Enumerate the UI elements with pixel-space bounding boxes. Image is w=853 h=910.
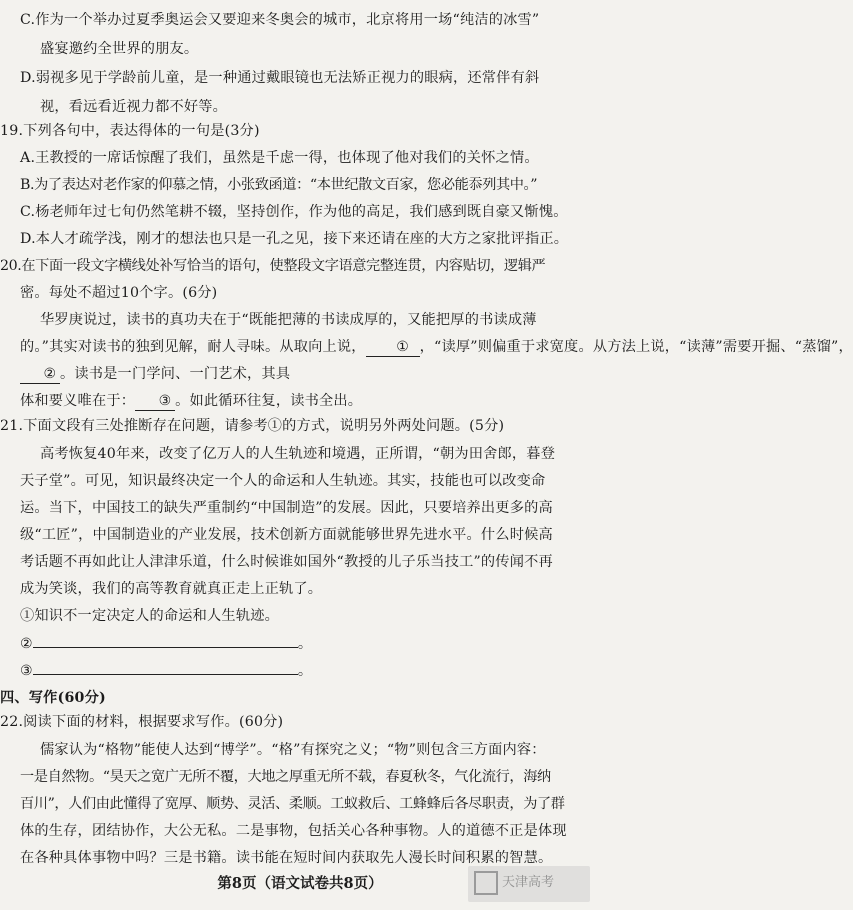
answer-blank-3[interactable]: ③ [135,392,175,411]
passage-20-line2-text: 的。”其实对读书的独到见解，耐人寻味。从取向上说， [20,339,366,355]
material-22-line5: 在各种具体事物中吗？三是书籍。读书能在短时间内获取先人漫长时间积累的智慧。 [20,850,553,866]
passage-20-line4 [0,389,600,413]
option-19b: B.为了表达对老作家的仰慕之情，小张致函道：“本世纪散文百家，您必能忝列其中。” [20,177,538,193]
passage-20-line2-rest: ，“读厚”则偏重于求宽度。从方法上说，“读薄”需要开掘、“蒸馏”， [419,339,853,355]
watermark-text: 天津高考 [502,875,555,890]
passage-20-line4-text: 体和要义唯在于： [20,393,136,409]
passage-21-line5: 考话题不再如此让人津津乐道，什么时候谁如国外“教授的儿子乐当技工”的传闻不再 [20,554,553,570]
option-18c-line1: C.作为一个举办过夏季奥运会又要迎来冬奥会的城市，北京将用一场“纯洁的冰雪” [20,12,540,28]
option-18d-line2: 视，看远看近视力都不好等。 [40,99,228,115]
passage-21-line3: 运。当下，中国技工的缺失严重制约“中国制造”的发展。因此，只要培养出更多的高 [20,500,553,516]
option-19d: D.本人才疏学浅，刚才的想法也只是一孔之见，接下来还请在座的大方之家批评指正。 [20,231,569,247]
passage-21-line2: 天子堂”。可见，知识最终决定一个人的命运和人生轨迹。其实，技能也可以改变命 [20,473,546,489]
option-19a: A.王教授的一席话惊醒了我们，虽然是千虑一得，也体现了他对我们的关怀之情。 [20,150,539,166]
section-four-heading: 四、写作(60分) [0,690,106,706]
passage-20-line1: 华罗庚说过，读书的真功夫在于“既能把薄的书读成厚的，又能把厚的书读成薄 [40,312,537,328]
material-22-line2: 一是自然物。“昊天之宽广无所不覆，大地之厚重无所不载，春夏秋冬，气化流行，海纳 [20,769,551,785]
question-22-stem: 22.阅读下面的材料，根据要求写作。(60分) [0,714,284,730]
option-18c-line2: 盛宴邀约全世界的朋友。 [40,41,199,57]
passage-20-line3 [0,362,600,386]
passage-20-line2 [0,335,853,359]
answer-21-3 [0,658,600,683]
question-19-stem: 19.下列各句中，表达得体的一句是(3分) [0,123,260,139]
answer-21-3-period: 。 [297,663,313,679]
material-22-line1: 儒家认为“格物”能使人达到“博学”。“格”有探究之义；“物”则包含三方面内容： [40,742,546,758]
answer-21-2-label: ② [20,636,33,652]
question-20-stem: 20.在下面一段文字横线处补写恰当的语句，使整段文字语意完整连贯，内容贴切，逻辑严 [0,258,546,274]
answer-21-2-line[interactable] [33,631,298,648]
answer-21-3-label: ③ [20,663,33,679]
passage-21-line1: 高考恢复40年来，改变了亿万人的人生轨迹和境遇，正所谓，“朝为田舍郎，暮登 [40,446,556,462]
question-20-stem-line2: 密。每处不超过10个字。(6分) [20,285,218,301]
answer-blank-2[interactable]: ② [20,365,60,384]
page-footer: 第8页（语文试卷共8页） [217,875,383,892]
passage-21-line4: 级“工匠”，中国制造业的产业发展，技术创新方面就能够世界先进水平。什么时候高 [20,527,553,543]
material-22-line3: 百川”，人们由此懂得了宽厚、顺势、灵活、柔顺。工蚁救后、工蜂蜂后各尽职责，为了群 [20,796,565,812]
watermark-logo-icon [474,871,498,895]
answer-21-2 [0,631,600,656]
material-22-line4: 体的生存，团结协作，大公无私。二是事物，包括关心各种事物。人的道德不正是体现 [20,823,567,839]
answer-blank-1[interactable]: ① [366,338,420,357]
passage-21-line6: 成为笑谈，我们的高等教育就真正走上正轨了。 [20,581,323,597]
answer-21-3-line[interactable] [33,658,298,675]
answer-21-2-period: 。 [297,636,313,652]
passage-20-line4-rest: 。如此循环往复，读书全出。 [175,393,363,409]
passage-20-line3-text: 。读书是一门学问、一门艺术，其具 [60,366,291,382]
option-18d-line1: D.弱视多见于学龄前儿童，是一种通过戴眼镜也无法矫正视力的眼病，还常伴有斜 [20,70,540,86]
question-21-stem: 21.下面文段有三处推断存在问题，请参考①的方式，说明另外两处问题。(5分) [0,418,505,434]
option-19c: C.杨老师年过七旬仍然笔耕不辍，坚持创作，作为他的高足，我们感到既自豪又惭愧。 [20,204,568,220]
answer-21-1: ①知识不一定决定人的命运和人生轨迹。 [20,608,279,624]
